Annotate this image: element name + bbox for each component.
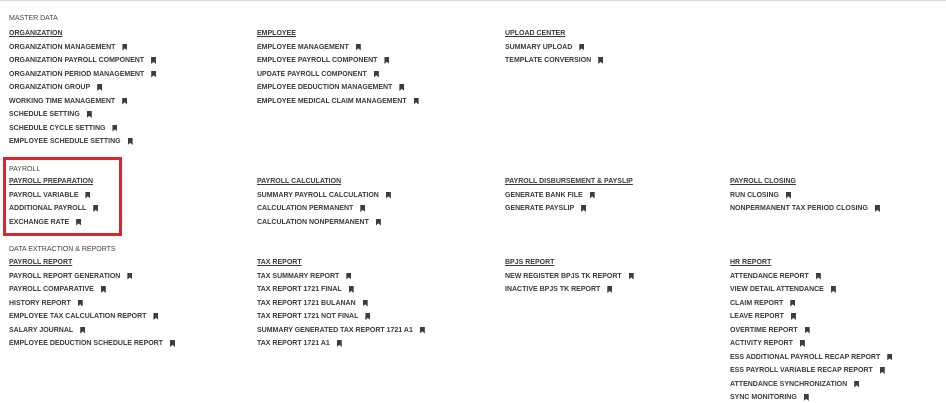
menu-item-overtime-report[interactable]: [730, 326, 892, 335]
column-header-organization: ORGANIZATION: [9, 30, 63, 37]
menu-item-attendance-report[interactable]: [730, 272, 892, 281]
top-divider: [0, 0, 946, 1]
menu-item-label[interactable]: SUMMARY GENERATED TAX REPORT 1721 A1: [257, 326, 413, 334]
menu-item-activity-report[interactable]: [730, 339, 892, 348]
menu-item-ess-additional-payroll-recap-report[interactable]: [730, 353, 892, 362]
bookmark-icon[interactable]: [414, 98, 419, 105]
bookmark-icon[interactable]: [356, 44, 361, 51]
section-title: PAYROLL: [9, 165, 41, 173]
menu-item-label[interactable]: GENERATE PAYSLIP: [505, 205, 575, 212]
column-header-employee: EMPLOYEE: [257, 30, 296, 37]
bookmark-icon[interactable]: [374, 71, 379, 78]
menu-item-payroll-comparative[interactable]: [9, 285, 175, 294]
bookmark-icon[interactable]: [122, 44, 127, 51]
bookmark-icon[interactable]: [384, 57, 389, 64]
menu-item-leave-report[interactable]: [730, 312, 892, 321]
bookmark-icon[interactable]: [629, 273, 634, 280]
menu-item-label[interactable]: NEW REGISTER BPJS TK REPORT: [505, 272, 622, 280]
bookmark-icon[interactable]: [170, 340, 175, 347]
menu-item-label[interactable]: EMPLOYEE MANAGEMENT: [257, 43, 349, 51]
menu-item-label[interactable]: ORGANIZATION PERIOD MANAGEMENT: [9, 70, 145, 78]
column-organization: [9, 29, 156, 146]
menu-item-update-payroll-component[interactable]: [257, 70, 419, 79]
bookmark-icon[interactable]: [854, 381, 859, 388]
bookmark-icon[interactable]: [790, 300, 795, 307]
menu-item-sync-monitoring[interactable]: [730, 393, 892, 402]
column-bpjs-report: [505, 258, 634, 294]
column-hr-report: [730, 258, 892, 402]
column-payroll-calculation: [257, 177, 391, 227]
menu-item-label[interactable]: ACTIVITY REPORT: [730, 340, 793, 347]
menu-item-employee-payroll-component[interactable]: [257, 56, 419, 65]
menu-item-label[interactable]: CALCULATION NONPERMANENT: [257, 218, 369, 226]
menu-item-generate-bank-file[interactable]: [505, 191, 633, 200]
column-header-payroll-calculation: PAYROLL CALCULATION: [257, 178, 342, 185]
menu-item-label[interactable]: EMPLOYEE PAYROLL COMPONENT: [257, 57, 378, 64]
menu-item-schedule-cycle-setting[interactable]: [9, 124, 156, 133]
menu-item-label[interactable]: TAX SUMMARY REPORT: [257, 272, 340, 280]
menu-item-organization-group[interactable]: [9, 83, 156, 92]
menu-item-label[interactable]: ATTENDANCE REPORT: [730, 272, 809, 280]
bookmark-icon[interactable]: [97, 84, 102, 91]
menu-item-ess-payroll-variable-recap-report[interactable]: [730, 366, 892, 375]
menu-item-label[interactable]: SCHEDULE CYCLE SETTING: [9, 124, 106, 132]
bookmark-icon[interactable]: [831, 286, 836, 293]
section-data-extraction-reports: [0, 245, 946, 403]
menu-item-label[interactable]: GENERATE BANK FILE: [505, 191, 583, 199]
bookmark-icon[interactable]: [800, 340, 805, 347]
menu-item-summary-payroll-calculation[interactable]: [257, 191, 391, 200]
menu-item-label[interactable]: PAYROLL REPORT GENERATION: [9, 272, 121, 280]
menu-item-label[interactable]: EXCHANGE RATE: [9, 218, 70, 226]
bookmark-icon[interactable]: [122, 98, 127, 105]
bookmark-icon[interactable]: [365, 313, 370, 320]
menu-item-run-closing[interactable]: [730, 191, 880, 200]
bookmark-icon[interactable]: [590, 192, 595, 199]
bookmark-icon[interactable]: [607, 286, 612, 293]
menu-item-label[interactable]: EMPLOYEE SCHEDULE SETTING: [9, 138, 121, 145]
column-payroll-disbursement-payslip: [505, 177, 633, 213]
column-payroll-closing: [730, 177, 880, 213]
menu-item-generate-payslip[interactable]: [505, 204, 633, 213]
menu-item-tax-report-1721-bulanan[interactable]: [257, 299, 425, 308]
bookmark-icon[interactable]: [805, 327, 810, 334]
menu-item-tax-report-1721-a1[interactable]: [257, 339, 425, 348]
menu-item-summary-upload[interactable]: [505, 43, 603, 52]
column-payroll-report: [9, 258, 175, 348]
menu-item-label[interactable]: ADDITIONAL PAYROLL: [9, 205, 87, 212]
menu-item-label[interactable]: ATTENDANCE SYNCHRONIZATION: [730, 380, 848, 388]
bookmark-icon[interactable]: [791, 313, 796, 320]
menu-item-nonpermanent-tax-period-closing[interactable]: [730, 204, 880, 213]
menu-item-label[interactable]: PAYROLL COMPARATIVE: [9, 286, 94, 293]
menu-item-label[interactable]: ORGANIZATION MANAGEMENT: [9, 43, 116, 51]
bookmark-icon[interactable]: [875, 205, 880, 212]
menu-item-label[interactable]: PAYROLL VARIABLE: [9, 191, 79, 199]
menu-item-employee-tax-calculation-report[interactable]: [9, 312, 175, 321]
menu-item-label[interactable]: SUMMARY UPLOAD: [505, 43, 573, 51]
bookmark-icon[interactable]: [887, 354, 892, 361]
bookmark-icon[interactable]: [786, 192, 791, 199]
menu-item-tax-report-1721-not-final[interactable]: [257, 312, 425, 321]
menu-item-label[interactable]: ESS PAYROLL VARIABLE RECAP REPORT: [730, 367, 873, 374]
section-payroll: [0, 165, 946, 227]
bookmark-icon[interactable]: [420, 327, 425, 334]
bookmark-icon[interactable]: [816, 273, 821, 280]
column-employee: [257, 29, 419, 106]
menu-item-salary-journal[interactable]: [9, 326, 175, 335]
menu-item-label[interactable]: TAX REPORT 1721 NOT FINAL: [257, 313, 359, 320]
column-header-hr-report: HR REPORT: [730, 259, 772, 266]
bookmark-icon[interactable]: [112, 125, 117, 132]
menu-item-label[interactable]: OVERTIME REPORT: [730, 326, 798, 334]
menu-item-calculation-permanent[interactable]: [257, 204, 391, 213]
column-header-bpjs-report: BPJS REPORT: [505, 259, 555, 266]
menu-item-label[interactable]: SUMMARY PAYROLL CALCULATION: [257, 191, 379, 199]
menu-item-employee-deduction-management[interactable]: [257, 83, 419, 92]
bookmark-icon[interactable]: [360, 205, 365, 212]
menu-item-summary-generated-tax-report-1721-a1[interactable]: [257, 326, 425, 335]
menu-item-template-conversion[interactable]: [505, 56, 603, 65]
column-header-payroll-disbursement-payslip: PAYROLL DISBURSEMENT & PAYSLIP: [505, 178, 633, 185]
menu-item-employee-deduction-schedule-report[interactable]: [9, 339, 175, 348]
menu-item-employee-medical-claim-management[interactable]: [257, 97, 419, 106]
menu-item-label[interactable]: EMPLOYEE MEDICAL CLAIM MANAGEMENT: [257, 97, 407, 105]
menu-item-label[interactable]: HISTORY REPORT: [9, 299, 71, 307]
menu-item-organization-period-management[interactable]: [9, 70, 156, 79]
column-header-payroll-preparation: PAYROLL PREPARATION: [9, 178, 94, 185]
bookmark-icon[interactable]: [579, 44, 584, 51]
section-title: DATA EXTRACTION & REPORTS: [9, 245, 116, 253]
bookmark-icon[interactable]: [804, 394, 809, 401]
bookmark-icon[interactable]: [151, 71, 156, 78]
column-upload-center: [505, 29, 603, 65]
menu-item-view-detail-attendance[interactable]: [730, 285, 892, 294]
bookmark-icon[interactable]: [153, 313, 158, 320]
menu-item-label[interactable]: WORKING TIME MANAGEMENT: [9, 97, 116, 105]
bookmark-icon[interactable]: [80, 327, 85, 334]
highlight-box: [3, 157, 122, 236]
bookmark-icon[interactable]: [349, 286, 354, 293]
menu-item-label[interactable]: INACTIVE BPJS TK REPORT: [505, 286, 601, 293]
menu-item-label[interactable]: UPDATE PAYROLL COMPONENT: [257, 70, 367, 78]
bookmark-icon[interactable]: [127, 273, 132, 280]
bookmark-icon[interactable]: [128, 138, 133, 145]
menu-item-employee-management[interactable]: [257, 43, 419, 52]
menu-item-label[interactable]: TAX REPORT 1721 BULANAN: [257, 299, 356, 307]
bookmark-icon[interactable]: [101, 286, 106, 293]
menu-item-schedule-setting[interactable]: [9, 110, 156, 119]
menu-item-tax-report-1721-final[interactable]: [257, 285, 425, 294]
menu-item-calculation-nonpermanent[interactable]: [257, 218, 391, 227]
menu-item-inactive-bpjs-tk-report[interactable]: [505, 285, 634, 294]
menu-item-label[interactable]: SALARY JOURNAL: [9, 326, 74, 334]
menu-item-label[interactable]: VIEW DETAIL ATTENDANCE: [730, 286, 824, 293]
menu-item-label[interactable]: ESS ADDITIONAL PAYROLL RECAP REPORT: [730, 353, 881, 361]
menu-item-history-report[interactable]: [9, 299, 175, 308]
section-title: MASTER DATA: [9, 14, 58, 22]
column-header-payroll-closing: PAYROLL CLOSING: [730, 178, 796, 185]
section-master-data: [0, 14, 946, 147]
column-header-tax-report: TAX REPORT: [257, 259, 302, 266]
bookmark-icon[interactable]: [376, 219, 381, 226]
menu-item-payroll-report-generation[interactable]: [9, 272, 175, 281]
bookmark-icon[interactable]: [399, 84, 404, 91]
bookmark-icon[interactable]: [880, 367, 885, 374]
menu-item-label[interactable]: CALCULATION PERMANENT: [257, 205, 354, 212]
bookmark-icon[interactable]: [151, 57, 156, 64]
menu-item-label[interactable]: TAX REPORT 1721 FINAL: [257, 286, 342, 293]
column-header-upload-center: UPLOAD CENTER: [505, 30, 566, 37]
menu-item-label[interactable]: TAX REPORT 1721 A1: [257, 340, 330, 347]
menu-item-label[interactable]: RUN CLOSING: [730, 191, 779, 199]
column-tax-report: [257, 258, 425, 348]
menu-item-label[interactable]: ORGANIZATION GROUP: [9, 84, 91, 91]
menu-item-label[interactable]: SCHEDULE SETTING: [9, 111, 80, 118]
menu-item-label[interactable]: NONPERMANENT TAX PERIOD CLOSING: [730, 205, 868, 212]
menu-item-attendance-synchronization[interactable]: [730, 380, 892, 389]
menu-item-new-register-bpjs-tk-report[interactable]: [505, 272, 634, 281]
bookmark-icon[interactable]: [386, 192, 391, 199]
menu-item-working-time-management[interactable]: [9, 97, 156, 106]
menu-item-label[interactable]: TEMPLATE CONVERSION: [505, 57, 592, 64]
bookmark-icon[interactable]: [346, 273, 351, 280]
menu-item-label[interactable]: ORGANIZATION PAYROLL COMPONENT: [9, 57, 145, 64]
menu-item-label[interactable]: EMPLOYEE TAX CALCULATION REPORT: [9, 313, 147, 320]
menu-item-organization-management[interactable]: [9, 43, 156, 52]
bookmark-icon[interactable]: [598, 57, 603, 64]
menu-item-tax-summary-report[interactable]: [257, 272, 425, 281]
menu-item-employee-schedule-setting[interactable]: [9, 137, 156, 146]
menu-item-claim-report[interactable]: [730, 299, 892, 308]
menu-item-label[interactable]: EMPLOYEE DEDUCTION MANAGEMENT: [257, 84, 393, 91]
menu-item-label[interactable]: EMPLOYEE DEDUCTION SCHEDULE REPORT: [9, 340, 164, 347]
bookmark-icon[interactable]: [337, 340, 342, 347]
bookmark-icon[interactable]: [78, 300, 83, 307]
menu-item-label[interactable]: CLAIM REPORT: [730, 299, 784, 307]
menu-item-label[interactable]: SYNC MONITORING: [730, 394, 797, 401]
bookmark-icon[interactable]: [581, 205, 586, 212]
menu-item-label[interactable]: LEAVE REPORT: [730, 313, 784, 320]
bookmark-icon[interactable]: [87, 111, 92, 118]
menu-item-organization-payroll-component[interactable]: [9, 56, 156, 65]
bookmark-icon[interactable]: [363, 300, 368, 307]
column-header-payroll-report: PAYROLL REPORT: [9, 259, 73, 266]
